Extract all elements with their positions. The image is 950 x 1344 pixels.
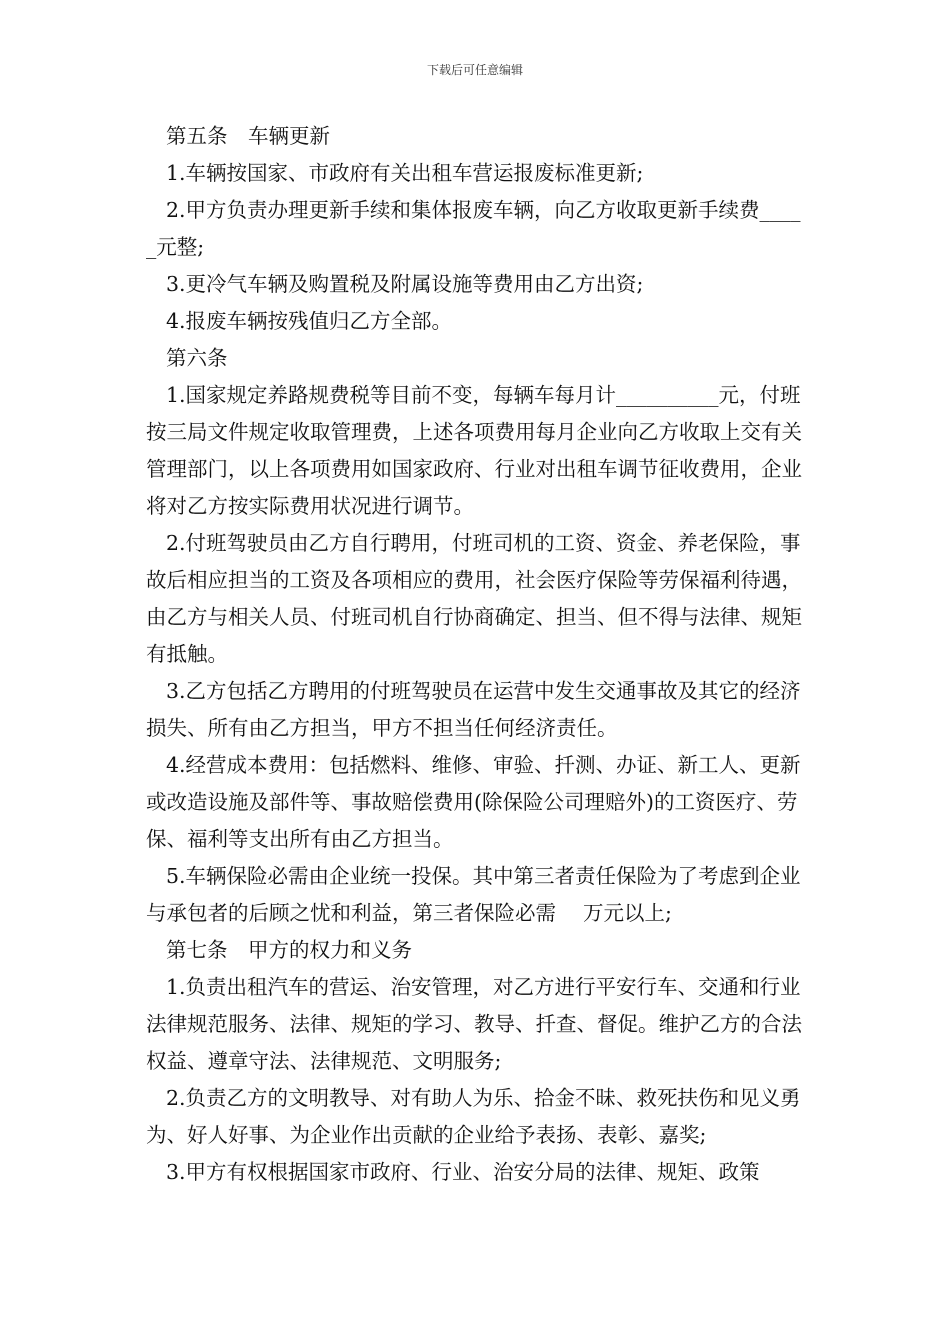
article-5-heading: 第五条 车辆更新	[166, 124, 330, 148]
article-6-clause-4: 4.经营成本费用：包括燃料、维修、审验、扦测、办证、新工人、更新或改造设施及部件等、事故赔偿费用(除保险公司理赔外)的工资医疗、劳保、福利等支出所有由乙方担当。	[146, 753, 801, 851]
article-5-clause-2: 2.甲方负责办理更新手续和集体报废车辆，向乙方收取更新手续费_____元整;	[146, 198, 801, 259]
article-7-clause-3: 3.甲方有权根据国家市政府、行业、治安分局的法律、规矩、政策	[166, 1160, 760, 1184]
article-7-clause-2: 2.负责乙方的文明教导、对有助人为乐、拾金不昧、救死扶伤和见义勇为、好人好事、为企业作出贡献的企业给予表扬、表彰、嘉奖;	[146, 1086, 801, 1147]
article-6-clause-3: 3.乙方包括乙方聘用的付班驾驶员在运营中发生交通事故及其它的经济损失、所有由乙方担当，甲方不担当任何经济责任。	[146, 679, 801, 740]
article-6-clause-1: 1.国家规定养路规费税等目前不变，每辆车每月计__________元，付班按三局文件规定收取管理费，上述各项费用每月企业向乙方收取上交有关管理部门，以上各项费用如国家政府、行业对出租车调节征收费用，企业将对乙方按实际费用状况进行调节。	[146, 383, 802, 518]
article-6-clause-2: 2.付班驾驶员由乙方自行聘用，付班司机的工资、资金、养老保险，事故后相应担当的工资及各项相应的费用，社会医疗保险等劳保福利待遇，由乙方与相关人员、付班司机自行协商确定、担当、但不得与法律、规矩有抵触。	[146, 531, 802, 666]
article-5-clause-1: 1.车辆按国家、市政府有关出租车营运报废标准更新;	[166, 161, 644, 185]
article-7-heading: 第七条 甲方的权力和义务	[166, 938, 412, 962]
article-5-clause-3: 3.更冷气车辆及购置税及附属设施等费用由乙方出资;	[166, 272, 644, 296]
document-body	[146, 118, 810, 1191]
article-6-heading: 第六条	[166, 346, 228, 370]
page-header: 下载后可任意编辑	[426, 63, 523, 77]
article-5-clause-4: 4.报废车辆按残值归乙方全部。	[166, 309, 453, 333]
article-7-clause-1: 1.负责出租汽车的营运、治安管理，对乙方进行平安行车、交通和行业法律规范服务、法律、规矩的学习、教导、扦查、督促。维护乙方的合法权益、遵章守法、法律规范、文明服务;	[146, 975, 802, 1073]
article-6-clause-5: 5.车辆保险必需由企业统一投保。其中第三者责任保险为了考虑到企业与承包者的后顾之忧和利益，第三者保险必需 万元以上;	[146, 864, 801, 925]
